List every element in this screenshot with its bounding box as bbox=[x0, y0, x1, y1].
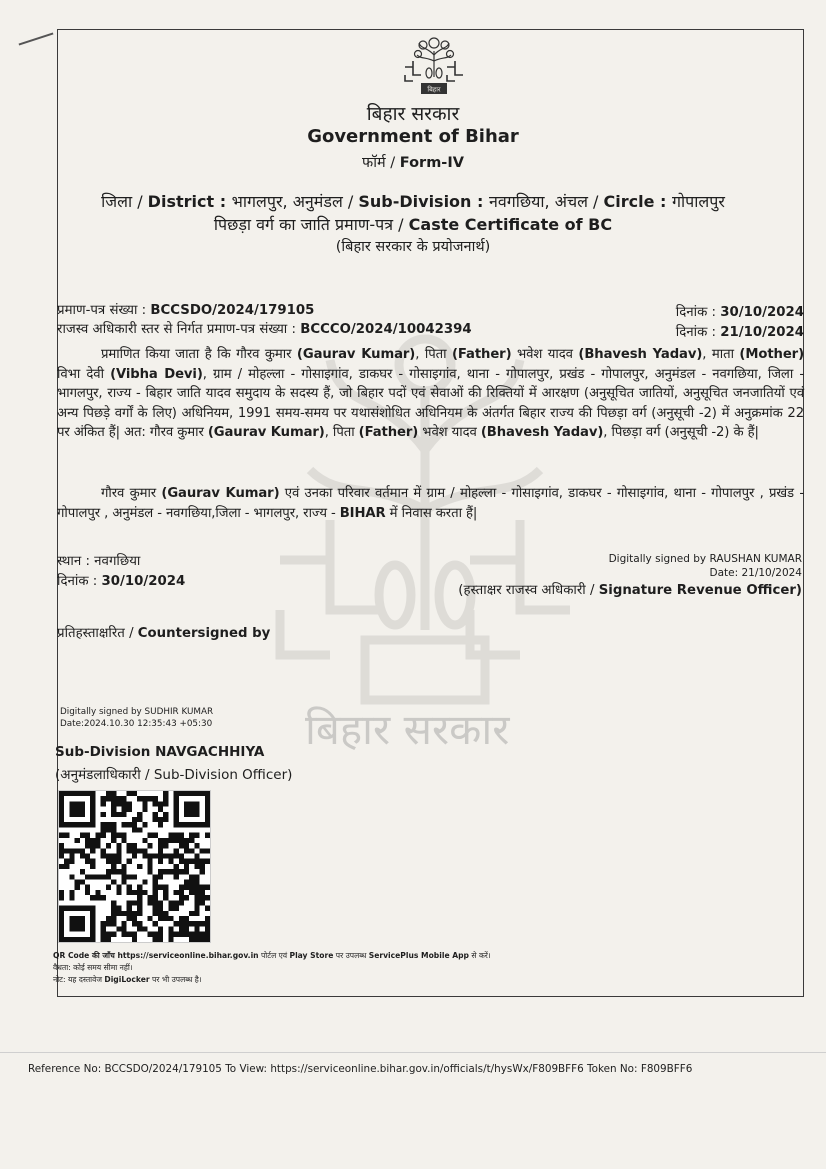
subdivision-office: Sub-Division NAVGACHHIYA bbox=[55, 744, 265, 760]
watermark-text: बिहार सरकार bbox=[305, 705, 510, 754]
certificate-date: दिनांक : 30/10/2024 bbox=[675, 305, 804, 320]
subdivision-signature-date: Date:2024.10.30 12:35:43 +05:30 bbox=[60, 719, 213, 729]
digilocker-note: नोट: यह दस्तावेज DigiLocker पर भी उपलब्ध है। bbox=[53, 975, 202, 984]
purpose-line: (बिहार सरकार के प्रयोजनार्थ) bbox=[335, 239, 491, 255]
qr-code-icon bbox=[58, 790, 211, 943]
countersigned-label: प्रतिहस्ताक्षरित / Countersigned by bbox=[57, 626, 271, 641]
revenue-certificate-date: दिनांक : 21/10/2024 bbox=[675, 325, 804, 340]
form-number bbox=[0, 152, 826, 172]
revenue-digital-signature: Digitally signed by RAUSHAN KUMAR bbox=[608, 553, 802, 565]
form-prefix: फॉर्म / bbox=[362, 155, 396, 171]
footer-divider bbox=[0, 1052, 826, 1053]
qr-verification-note: QR Code की जाँच https://serviceonline.bihar.gov.in पोर्टल एवं Play Store पर उपलब्ध ServicePlus Mobile App से करें। bbox=[53, 951, 491, 960]
certification-paragraph: प्रमाणित किया जाता है कि गौरव कुमार (Gaurav Kumar), पिता (Father) भवेश यादव (Bhavesh Yadav), माता (Mother) विभा देवी (Vibha Devi), ग्राम / मोहल्ला - गोसाइगांव, डाकघर - गोसाइगांव, थाना - गोपालपुर, प्रखंड - गोपालपुर, अनुमंडल - नवगछिया, जिला - भागलपुर, राज्य - बिहार जाति यादव समुदाय के सदस्य हैं, जो बिहार पदों एवं सेवाओं की रिक्तियों में आरक्षण (अनुसूचित जातियों, अनुसूचित जनजातियों एवं अन्य पिछड़े वर्गों के लिए) अधिनियम, 1991 समय-समय पर यथासंशोधित अधिनियम के अंतर्गत बिहार राज्य की पिछड़ा वर्ग (अनुसूची -2) में अनुक्रमांक 22 पर अंकित हैं| अत: गौरव कुमार (Gaurav Kumar), पिता (Father) भवेश यादव (Bhavesh Yadav), पिछड़ा वर्ग (अनुसूची -2) के हैं| bbox=[57, 347, 804, 440]
hindi-title: बिहार सरकार bbox=[366, 103, 460, 125]
emblem-label: बिहार bbox=[427, 85, 441, 94]
revenue-signature-date: Date: 21/10/2024 bbox=[709, 567, 802, 579]
revenue-certificate-number: राजस्व अधिकारी स्तर से निर्गत प्रमाण-पत्र संख्या : BCCCO/2024/10042394 bbox=[57, 322, 472, 337]
bihar-emblem-icon bbox=[399, 33, 469, 97]
footer-reference: Reference No: BCCSDO/2024/179105 To View: https://serviceonline.bihar.gov.in/officials/t/hysWx/F809BFF6 Token No: F809BFF6 bbox=[28, 1063, 693, 1075]
english-title: Government of Bihar bbox=[307, 126, 519, 147]
place-date-field: दिनांक : 30/10/2024 bbox=[57, 574, 186, 589]
validity-note: वैधता: कोई समय सीमा नहीं। bbox=[53, 963, 133, 972]
certificate-title: पिछड़ा वर्ग का जाति प्रमाण-पत्र / Caste Certificate of BC bbox=[213, 215, 613, 234]
subdivision-digital-signature: Digitally signed by SUDHIR KUMAR bbox=[60, 707, 214, 717]
residence-paragraph: गौरव कुमार (Gaurav Kumar) एवं उनका परिवार वर्तमान में ग्राम / मोहल्ला - गोसाइगांव, डाकघर - गोसाइगांव, थाना - गोपालपुर , प्रखंड - गोपालपुर , अनुमंडल - नवगछिया,जिला - भागलपुर, राज्य - BIHAR में निवास करता हैं| bbox=[57, 486, 804, 521]
form-label: Form-IV bbox=[399, 155, 464, 171]
place-field: स्थान : नवगछिया bbox=[57, 554, 141, 569]
subdivision-designation: (अनुमंडलाधिकारी / Sub-Division Officer) bbox=[55, 767, 293, 783]
revenue-officer-title: (हस्ताक्षर राजस्व अधिकारी / Signature Revenue Officer) bbox=[458, 583, 802, 598]
certificate-number: प्रमाण-पत्र संख्या : BCCSDO/2024/179105 bbox=[57, 303, 315, 318]
page-corner-mark bbox=[19, 32, 54, 45]
location-line: जिला / District : भागलपुर, अनुमंडल / Sub-Division : नवगछिया, अंचल / Circle : गोपालपुर bbox=[101, 192, 725, 211]
